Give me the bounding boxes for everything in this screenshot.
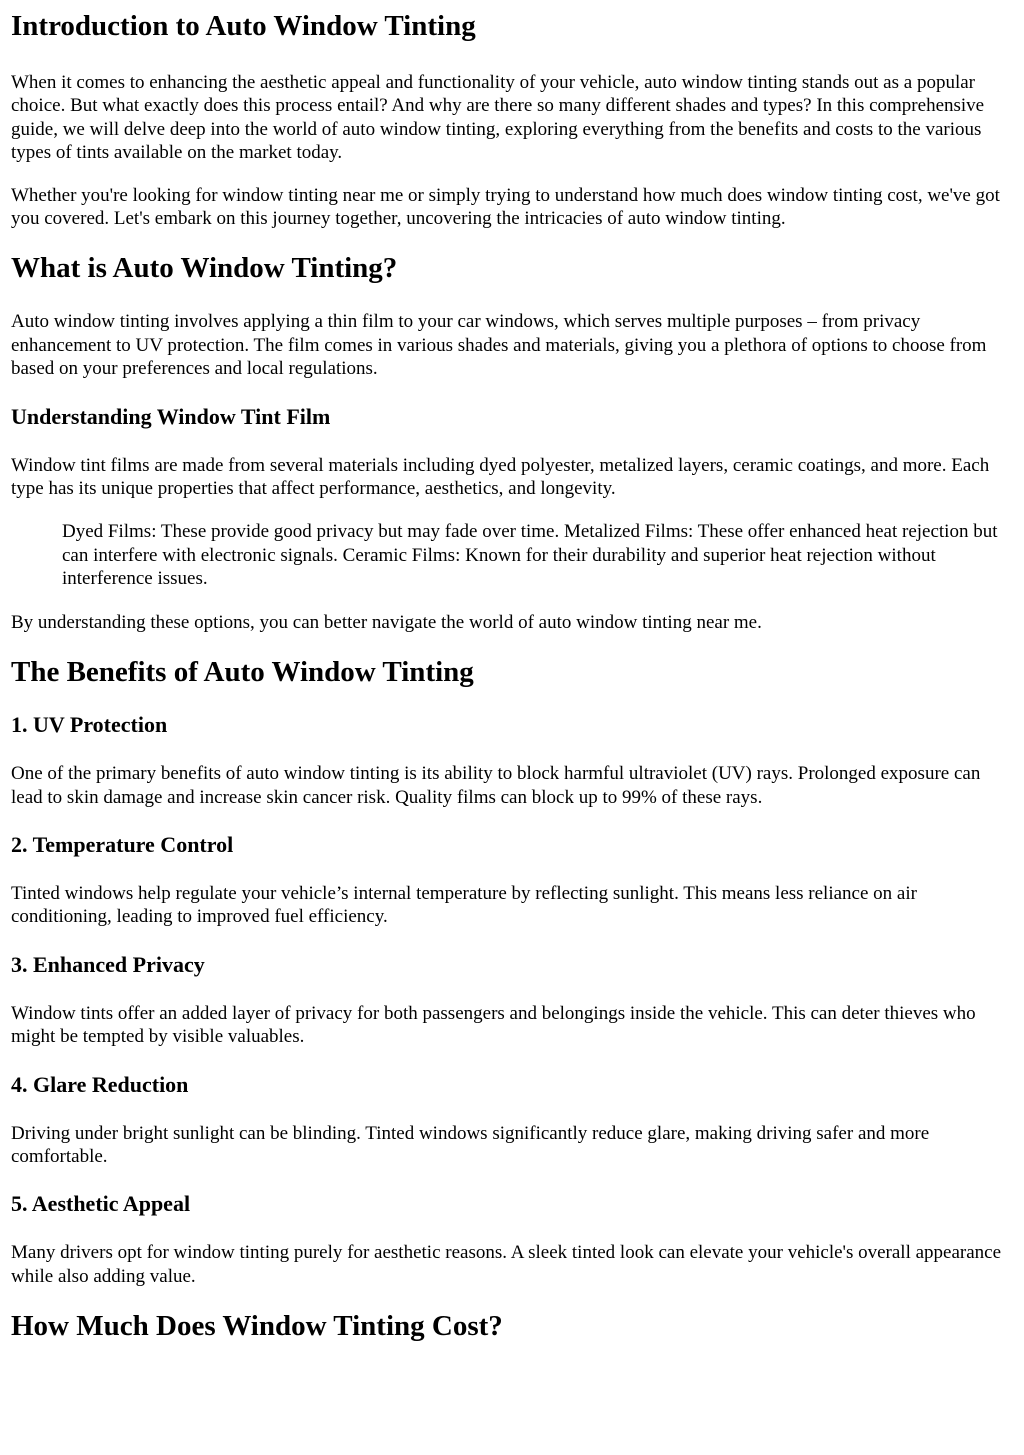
intro-heading: Introduction to Auto Window Tinting (11, 10, 476, 42)
benefits-heading: The Benefits of Auto Window Tinting (11, 656, 474, 689)
benefit-heading: 4. Glare Reduction (11, 1071, 189, 1097)
benefit-heading: 3. Enhanced Privacy (11, 951, 205, 977)
benefit-heading: 2. Temperature Control (11, 831, 234, 857)
tint-film-subheading: Understanding Window Tint Film (11, 403, 331, 429)
benefit-text: Driving under bright sunlight can be blinding. Tinted windows significantly reduce glare, making driving safer and more comfortable. (11, 1122, 930, 1167)
benefit-text: Many drivers opt for window tinting purely for aesthetic reasons. A sleek tinted look can elevate your vehicle's overall appearance while also adding value. (11, 1242, 1002, 1287)
what-is-heading: What is Auto Window Tinting? (11, 252, 398, 285)
benefit-text: Window tints offer an added layer of privacy for both passengers and belongings inside the vehicle. This can deter thieves who might be tempted by visible valuables. (11, 1002, 976, 1048)
benefit-heading: 5. Aesthetic Appeal (11, 1191, 191, 1217)
intro-paragraph-2: Whether you're looking for window tinting near me or simply trying to understand how much does window tinting cost, we've got you covered. Let's embark on this journey together, uncovering the intricacies of auto window tinting. (11, 184, 1000, 230)
intro-paragraph-1: When it comes to enhancing the aesthetic appeal and functionality of your vehicle, auto window tinting stands out as a popular choice. But what exactly does this process entail? And why are there so many different shades and types? In this comprehensive guide, we will delve deep into the world of auto window tinting, exploring everything from the benefits and costs to the various types of tints available on the market today. (11, 72, 985, 164)
benefit-heading: 1. UV Protection (11, 712, 168, 738)
cost-heading: How Much Does Window Tinting Cost? (11, 1310, 503, 1343)
article (0, 9, 1024, 1343)
tint-film-paragraph: Window tint films are made from several materials including dyed polyester, metalized layers, ceramic coatings, and more. Each type has its unique properties that affect performance, aesthetics, and longevity. (11, 454, 990, 500)
benefit-text: One of the primary benefits of auto window tinting is its ability to block harmful ultraviolet (UV) rays. Prolonged exposure can lead to skin damage and increase skin cancer risk. Quality films can block up to 99% of these rays. (11, 763, 981, 808)
options-paragraph: By understanding these options, you can better navigate the world of auto window tinting near me. (11, 611, 762, 633)
what-is-paragraph: Auto window tinting involves applying a thin film to your car windows, which serves multiple purposes – from privacy enhancement to UV protection. The film comes in various shades and materials, giving you a plethora of options to choose from based on your preferences and local regulations. (11, 311, 987, 380)
benefit-text: Tinted windows help regulate your vehicle’s internal temperature by reflecting sunlight. This means less reliance on air conditioning, leading to improved fuel efficiency. (11, 882, 917, 928)
film-types-quote: Dyed Films: These provide good privacy but may fade over time. Metalized Films: These offer enhanced heat rejection but can interfere with electronic signals. Ceramic Films: Known for their durability and superior heat rejection without interference issues. (62, 521, 998, 590)
